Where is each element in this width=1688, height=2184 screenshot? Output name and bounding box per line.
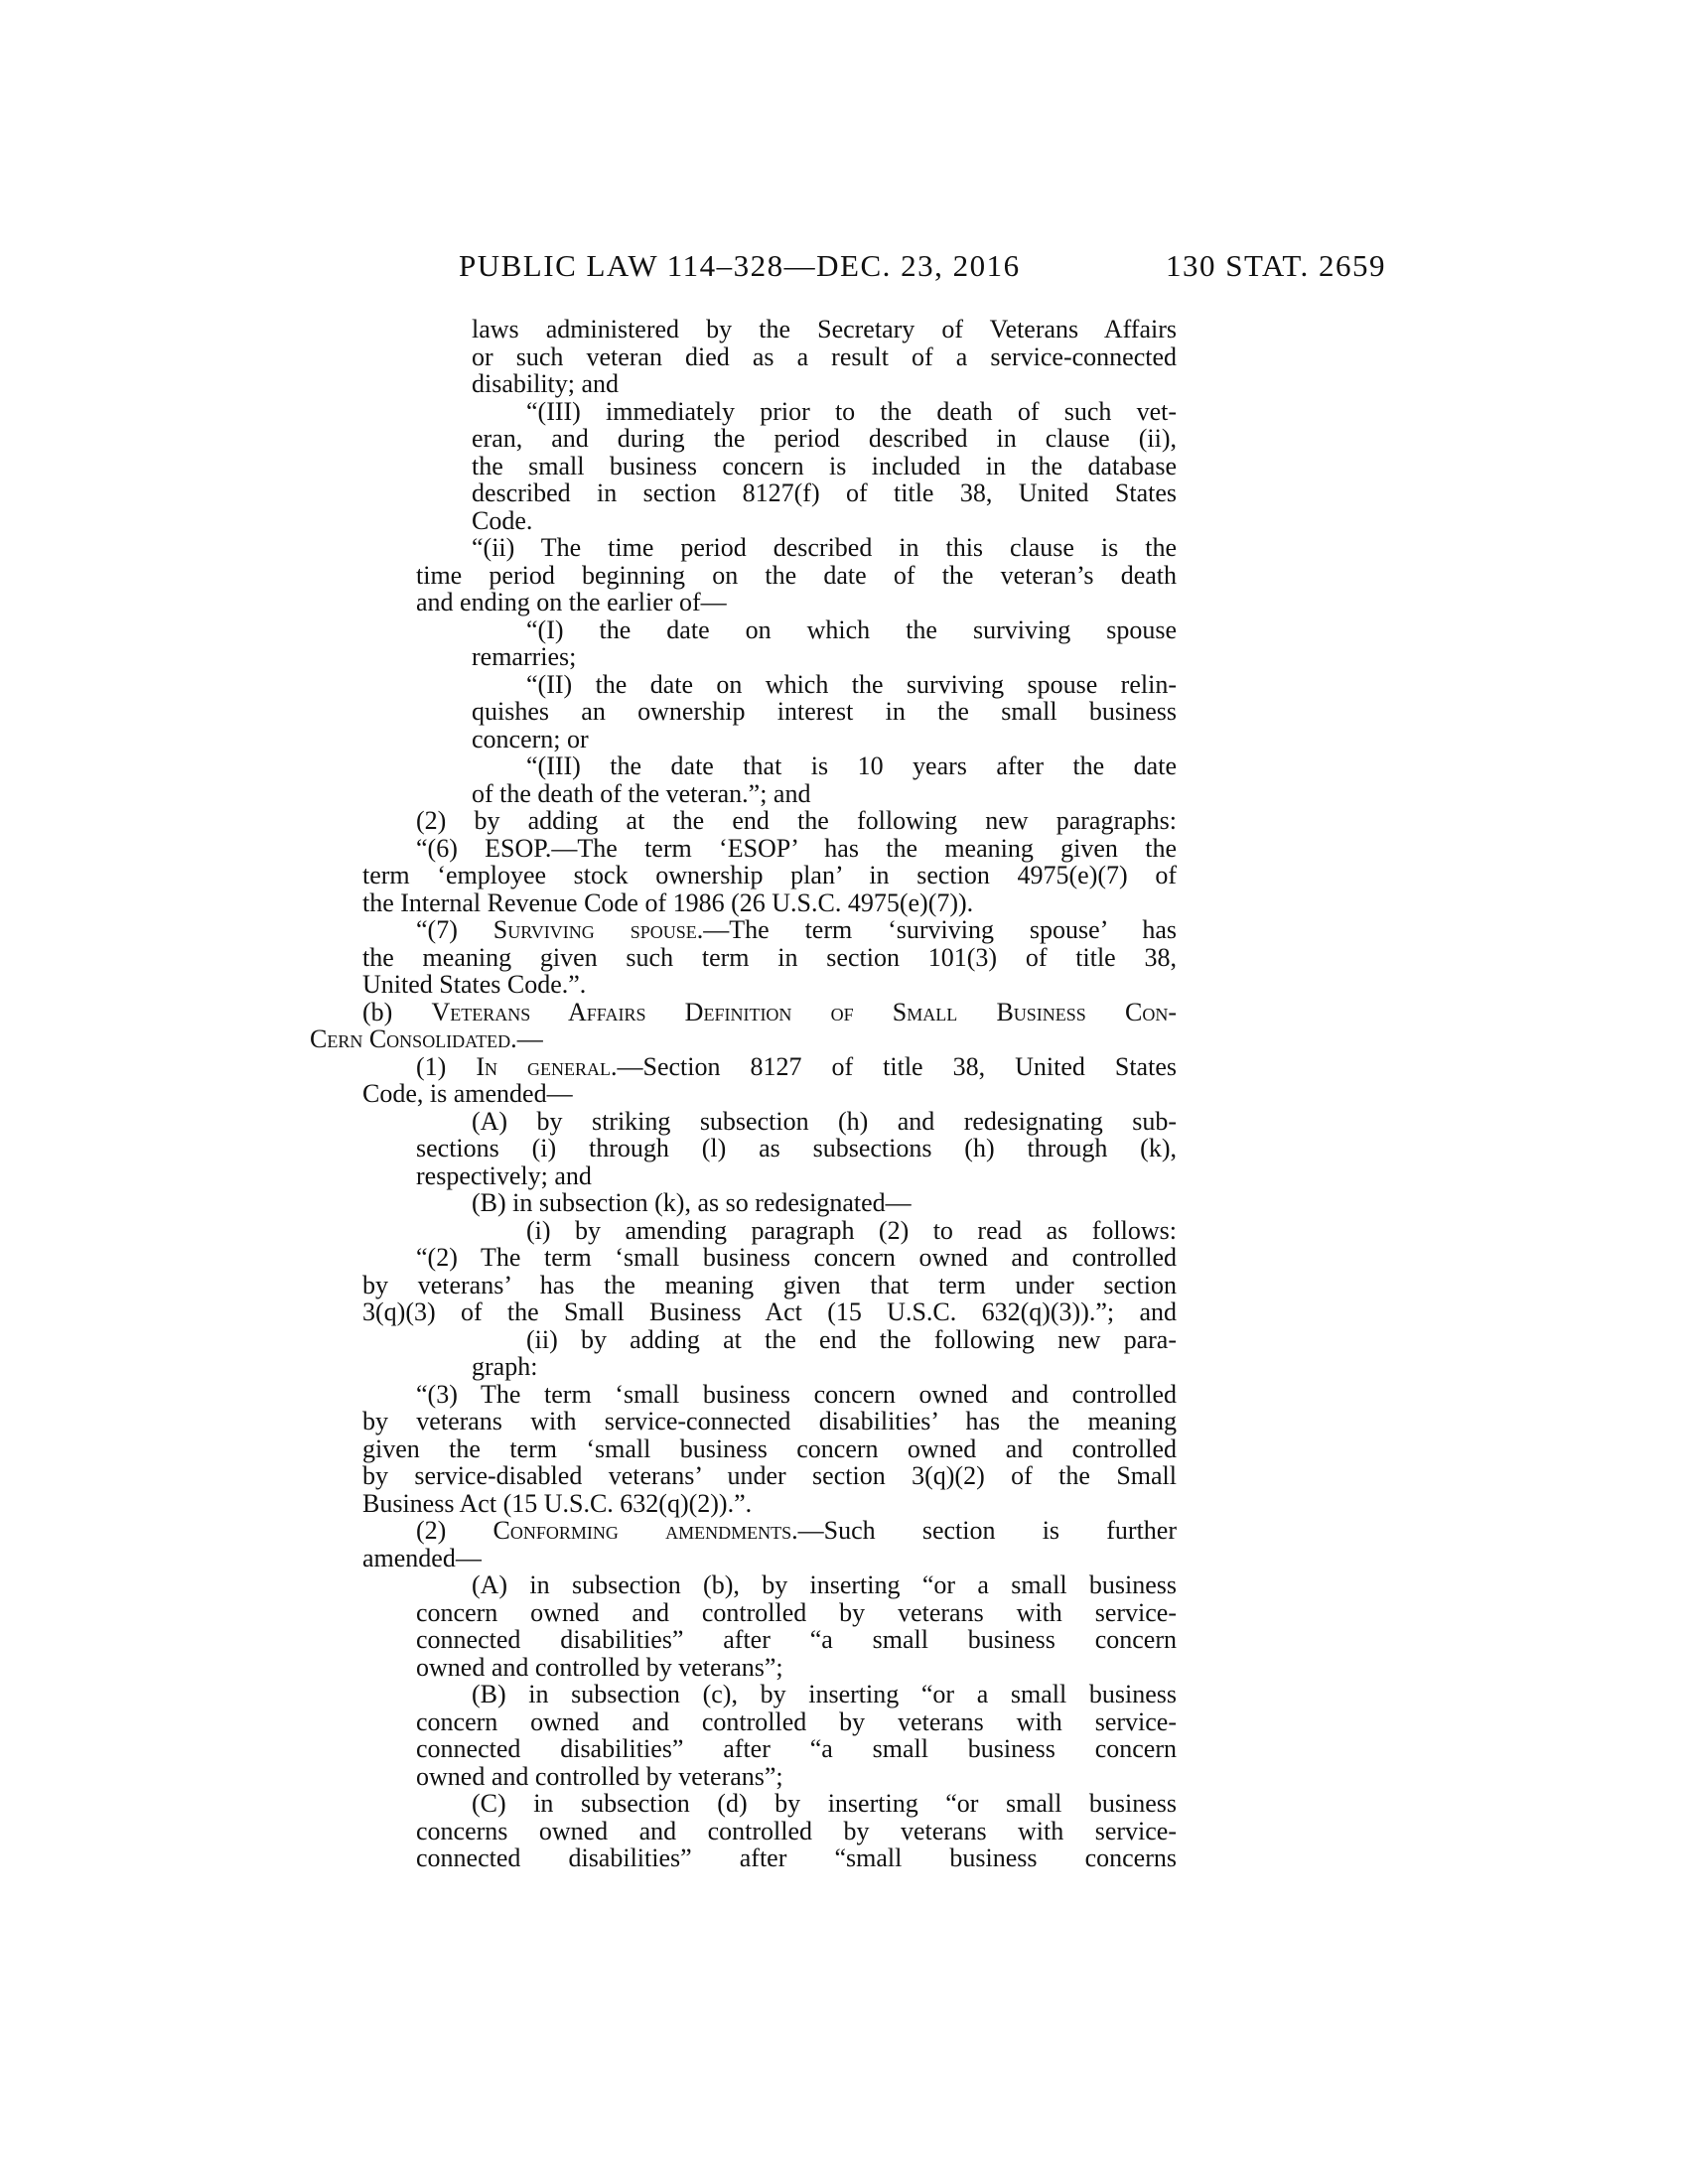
small-caps-heading: Surviving spouse. — [492, 915, 704, 944]
text-line — [416, 1517, 1177, 1545]
text-line — [472, 534, 1177, 562]
line-text: (A) in subsection (b), by inserting “or a small business — [472, 1570, 1177, 1599]
text-line — [416, 1053, 1177, 1081]
text-line — [472, 1681, 1177, 1708]
line-text: “(II) the date on which the surviving spouse relin- — [526, 669, 1177, 699]
text-line — [526, 752, 1177, 780]
text-line — [526, 398, 1177, 426]
line-text: the Internal Revenue Code of 1986 (26 U.S.C. 4975(e)(7)). — [362, 887, 974, 917]
text-line — [362, 862, 1177, 889]
line-text: “(3) The term ‘small business concern owned and controlled — [416, 1379, 1177, 1409]
line-text: and ending on the earlier of— — [416, 588, 727, 616]
line-text: concern; or — [472, 724, 589, 753]
text-line — [472, 316, 1177, 343]
line-text: term ‘employee stock ownership plan’ in section 4975(e)(7) of — [362, 861, 1177, 889]
text-line — [416, 807, 1177, 835]
line-text: respectively; and — [416, 1160, 592, 1190]
line-text: (B) in subsection (c), by inserting “or a small business — [472, 1680, 1177, 1708]
text-line — [526, 1217, 1177, 1245]
running-header-title: PUBLIC LAW 114–328—DEC. 23, 2016 — [459, 248, 1021, 283]
line-text: “(III) the date that is 10 years after the date — [526, 751, 1177, 780]
line-text: (i) by amending paragraph (2) to read as follows: — [526, 1215, 1177, 1245]
line-text: eran, and during the period described in clause (ii), — [472, 424, 1177, 453]
line-text: (b) — [362, 997, 432, 1026]
line-text: (1) — [416, 1051, 477, 1081]
line-text: “(6) ESOP.—The term ‘ESOP’ has the meaning given the — [416, 833, 1177, 863]
line-text: by service-disabled veterans’ under section 3(q)(2) of the Small — [362, 1461, 1177, 1490]
text-line — [526, 671, 1177, 699]
text-line — [362, 1298, 1177, 1326]
line-text: or such veteran died as a result of a service-connected — [472, 341, 1177, 371]
text-line — [472, 780, 1177, 808]
line-text: concerns owned and controlled by veterans with service- — [416, 1816, 1177, 1845]
line-text: Code. — [472, 505, 533, 535]
text-line — [416, 835, 1177, 863]
text-line — [416, 1244, 1177, 1272]
text-line — [310, 1025, 1177, 1053]
text-line — [362, 1080, 1177, 1108]
line-text: by veterans’ has the meaning given that term under section — [362, 1270, 1177, 1299]
text-line — [362, 889, 1177, 917]
line-text: described in section 8127(f) of title 38, United States — [472, 478, 1177, 507]
line-text: sections (i) through (l) as subsections (h) through (k), — [416, 1134, 1177, 1162]
text-line — [416, 1626, 1177, 1654]
line-text: 3(q)(3) of the Small Business Act (15 U.S.C. 632(q)(3)).”; and — [362, 1297, 1177, 1326]
text-line — [362, 1462, 1177, 1490]
line-text: concern owned and controlled by veterans with service- — [416, 1706, 1177, 1736]
line-text: (ii) by adding at the end the following new para- — [526, 1324, 1177, 1354]
line-text: remarries; — [472, 642, 577, 671]
small-caps-heading: Cern Consolidated. — [310, 1024, 517, 1053]
text-line — [362, 1545, 1177, 1572]
text-line — [472, 1108, 1177, 1136]
line-text: (C) in subsection (d) by inserting “or small business — [472, 1789, 1177, 1818]
line-text: the small business concern is included in the database — [472, 451, 1177, 480]
text-line — [416, 589, 1177, 616]
text-line — [472, 343, 1177, 371]
line-text: Code, is amended— — [362, 1079, 573, 1108]
text-line — [362, 971, 1177, 999]
text-line — [416, 1844, 1177, 1872]
line-text: given the term ‘small business concern owned and controlled — [362, 1433, 1177, 1463]
line-text: owned and controlled by veterans”; — [416, 1652, 783, 1682]
line-text: —Section 8127 of title 38, United States — [617, 1051, 1177, 1081]
line-text: — — [516, 1024, 543, 1053]
small-caps-heading: Conforming amendments. — [492, 1516, 798, 1545]
text-line — [362, 944, 1177, 972]
line-text: connected disabilities” after “a small business concern — [416, 1625, 1177, 1654]
text-line — [362, 999, 1177, 1026]
line-text: of the death of the veteran.”; and — [472, 778, 811, 808]
text-line — [526, 616, 1177, 644]
text-line — [472, 507, 1177, 535]
statute-page-reference: 130 STAT. 2659 — [1165, 248, 1386, 283]
line-text: (B) in subsection (k), as so redesignated— — [472, 1188, 912, 1217]
small-caps-heading: In general. — [476, 1051, 618, 1081]
line-text: (2) — [416, 1516, 493, 1545]
line-text: connected disabilities” after “small business concerns — [416, 1843, 1177, 1872]
line-text: —Such section is further — [797, 1516, 1177, 1545]
text-line — [472, 698, 1177, 726]
line-text: disability; and — [472, 369, 620, 398]
text-line — [416, 1599, 1177, 1627]
line-text: concern owned and controlled by veterans with service- — [416, 1597, 1177, 1627]
line-text: (2) by adding at the end the following new paragraphs: — [416, 806, 1177, 835]
text-line — [362, 1272, 1177, 1299]
text-line — [416, 1654, 1177, 1682]
line-text: owned and controlled by veterans”; — [416, 1761, 783, 1791]
text-line — [416, 562, 1177, 590]
text-line — [472, 453, 1177, 480]
line-text: —The term ‘surviving spouse’ has — [703, 915, 1177, 944]
line-text: time period beginning on the date of the veteran’s death — [416, 560, 1177, 590]
text-line — [472, 1353, 1177, 1381]
line-text: United States Code.”. — [362, 970, 587, 999]
text-line — [526, 1326, 1177, 1354]
text-line — [472, 726, 1177, 753]
line-text: laws administered by the Secretary of Veterans Affairs — [472, 315, 1177, 343]
line-text: “(III) immediately prior to the death of such vet- — [526, 396, 1177, 426]
text-line — [472, 1571, 1177, 1599]
text-line — [416, 916, 1177, 944]
text-line — [416, 1818, 1177, 1845]
text-line — [416, 1735, 1177, 1763]
text-line — [362, 1408, 1177, 1435]
line-text: (A) by striking subsection (h) and redesignating sub- — [472, 1106, 1177, 1136]
line-text: connected disabilities” after “a small business concern — [416, 1734, 1177, 1763]
line-text: quishes an ownership interest in the small business — [472, 697, 1177, 726]
line-text: “(2) The term ‘small business concern owned and controlled — [416, 1243, 1177, 1272]
line-text: the meaning given such term in section 101(3) of title 38, — [362, 942, 1177, 972]
text-line — [416, 1763, 1177, 1791]
text-line — [362, 1435, 1177, 1463]
line-text: Business Act (15 U.S.C. 632(q)(2)).”. — [362, 1488, 753, 1518]
text-line — [416, 1162, 1177, 1190]
text-line — [416, 1381, 1177, 1409]
text-line — [472, 643, 1177, 671]
text-line — [472, 479, 1177, 507]
text-line — [416, 1135, 1177, 1162]
text-line — [472, 370, 1177, 398]
small-caps-heading: Veterans Affairs Definition of Small Business Con- — [431, 997, 1177, 1026]
line-text: “(7) — [416, 915, 493, 944]
text-line — [416, 1708, 1177, 1736]
line-text: “(I) the date on which the surviving spouse — [526, 614, 1177, 644]
line-text: by veterans with service-connected disabilities’ has the meaning — [362, 1407, 1177, 1435]
text-line — [472, 1189, 1177, 1217]
line-text: amended— — [362, 1543, 482, 1572]
text-line — [362, 1490, 1177, 1518]
line-text: “(ii) The time period described in this clause is the — [472, 533, 1177, 562]
text-line — [472, 425, 1177, 453]
line-text: graph: — [472, 1352, 538, 1381]
text-line — [472, 1790, 1177, 1818]
